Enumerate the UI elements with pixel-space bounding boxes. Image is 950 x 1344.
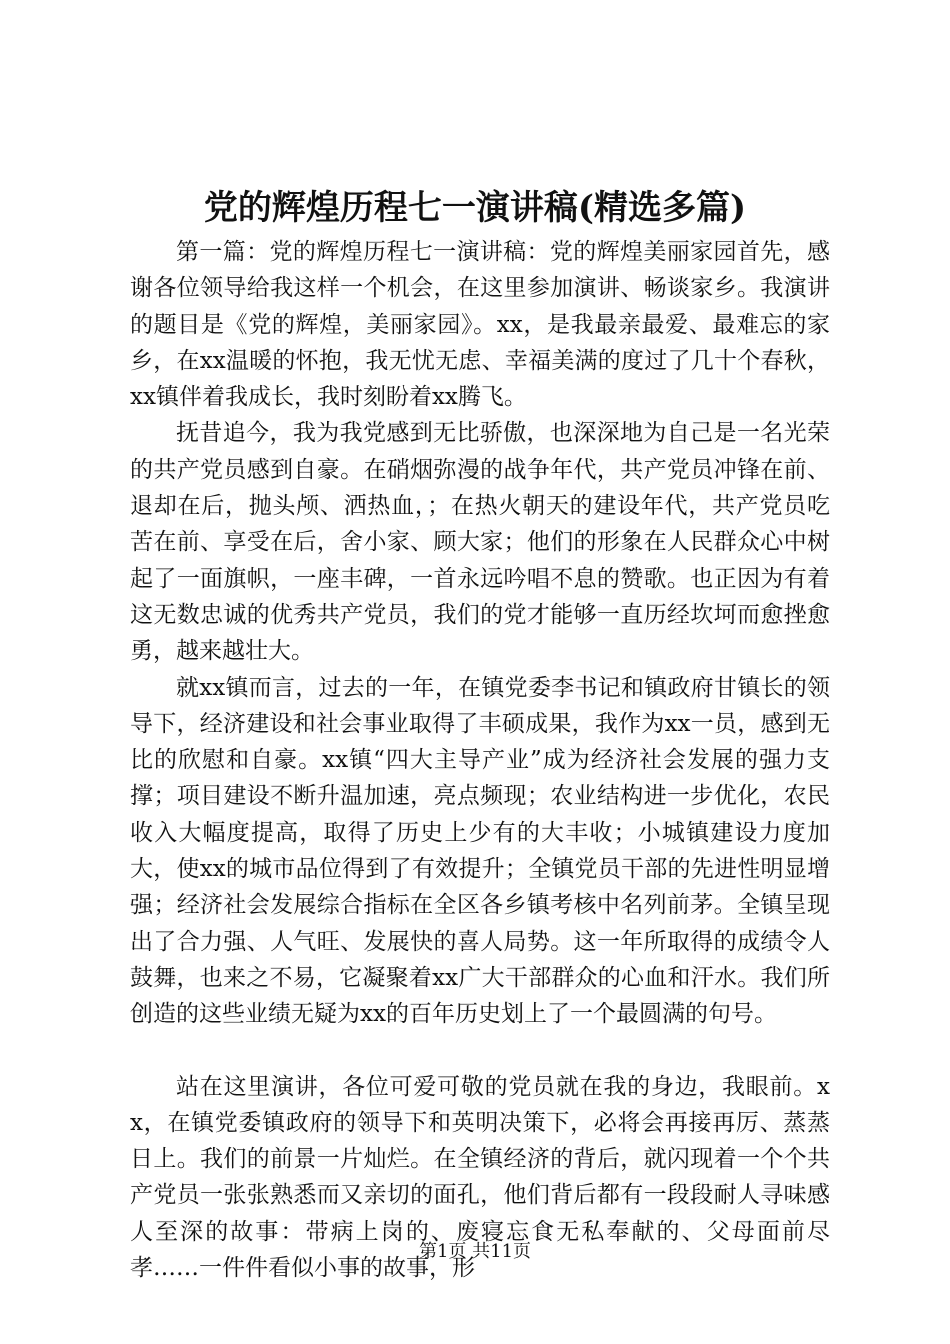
paragraph-2: 抚昔追今，我为我党感到无比骄傲，也深深地为自己是一名光荣的共产党员感到自豪。在硝烟弥漫的战争年代，共产党员冲锋在前、退却在后，抛头颅、洒热血，；在热火朝天的建设年代，共产党员吃苦在前、享受在后，舍小家、顾大家；他们的形象在人民群众心中树起了一面旗帜，一座丰碑，一首永远吟唱不息的赞歌。也正因为有着这无数忠诚的优秀共产党员，我们的党才能够一直历经坎坷而愈挫愈勇，越来越壮大。 <box>130 420 830 665</box>
page-footer: 第1页 共11页 <box>418 1241 532 1262</box>
document-body <box>130 234 830 1286</box>
paragraph-4: 站在这里演讲，各位可爱可敬的党员就在我的身边，我眼前。xx，在镇党委镇政府的领导下和英明决策下，必将会再接再厉、蒸蒸日上。我们的前景一片灿烂。在全镇经济的背后，就闪现着一个个共产党员一张张熟悉而又亲切的面孔，他们背后都有一段段耐人寻味感人至深的故事：带病上岗的、废寝忘食无私奉献的、父母面前尽孝……一件件看似小事的故事，形 <box>130 1073 830 1282</box>
paragraph-spacer <box>130 1033 830 1069</box>
paragraph-3: 就xx镇而言，过去的一年，在镇党委李书记和镇政府甘镇长的领导下，经济建设和社会事业取得了丰硕成果，我作为xx一员，感到无比的欣慰和自豪。xx镇“四大主导产业”成为经济社会发展的强力支撑；项目建设不断升温加速，亮点频现；农业结构进一步优化，农民收入大幅度提高，取得了历史上少有的大丰收；小城镇建设力度加大，使xx的城市品位得到了有效提升；全镇党员干部的先进性明显增强；经济社会发展综合指标在全区各乡镇考核中名列前茅。全镇呈现出了合力强、人气旺、发展快的喜人局势。这一年所取得的成绩令人鼓舞，也来之不易，它凝聚着xx广大干部群众的心血和汗水。我们所创造的这些业绩无疑为xx的百年历史划上了一个最圆满的句号。 <box>130 674 830 1028</box>
paragraph-1: 第一篇：党的辉煌历程七一演讲稿：党的辉煌美丽家园首先，感谢各位领导给我这样一个机会，在这里参加演讲、畅谈家乡。我演讲的题目是《党的辉煌，美丽家园》。xx，是我最亲最爱、最难忘的家乡，在xx温暖的怀抱，我无忧无虑、幸福美满的度过了几十个春秋，xx镇伴着我成长，我时刻盼着xx腾飞。 <box>130 239 830 411</box>
document-title: 党的辉煌历程七一演讲稿(精选多篇) <box>203 188 747 228</box>
